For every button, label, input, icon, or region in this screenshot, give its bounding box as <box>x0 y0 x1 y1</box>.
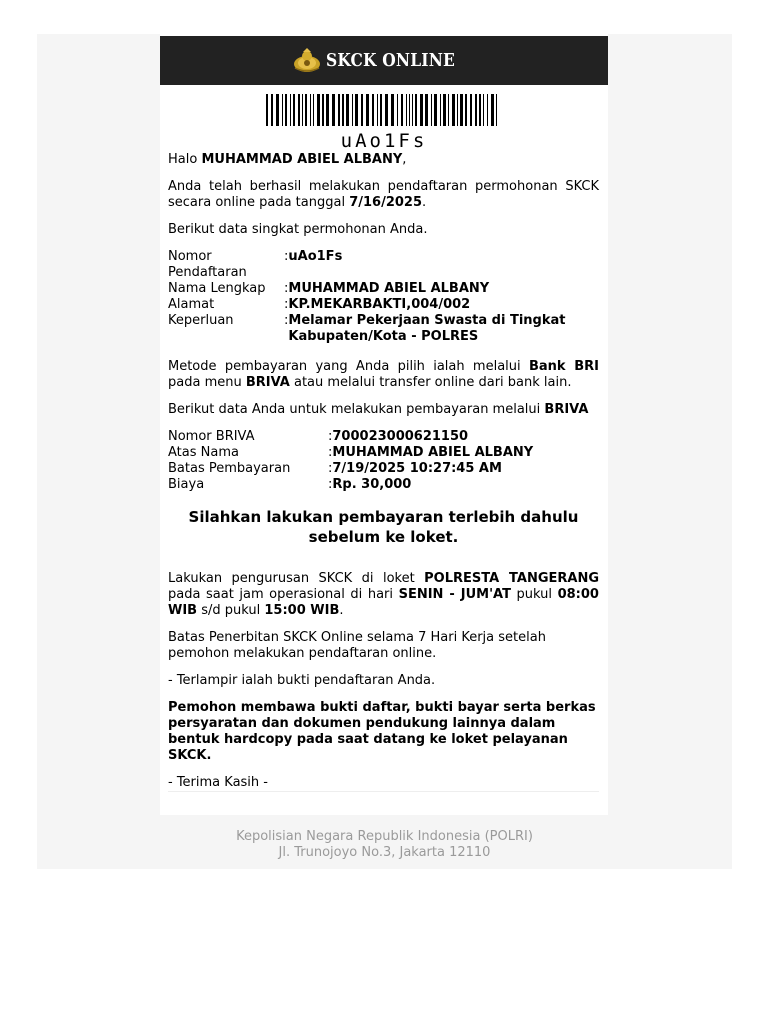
barcode-bar <box>460 94 463 126</box>
divider <box>168 791 599 792</box>
payment-intro: Berikut data Anda untuk melakukan pembayaran melalui BRIVA <box>168 402 589 417</box>
barcode-bar <box>342 94 344 126</box>
logo <box>292 48 476 74</box>
barcode-bar <box>483 94 484 126</box>
barcode-bar <box>302 94 303 126</box>
payment-method-text: Metode pembayaran yang Anda pilih ialah melalui Bank BRI pada menu BRIVA atau melalui transfer online dari bank lain. <box>168 359 599 390</box>
attachment-note: - Terlampir ialah bukti pendaftaran Anda. <box>168 673 436 688</box>
barcode-bar <box>415 94 417 126</box>
barcode-bar <box>479 94 481 126</box>
payment-label: Batas Pembayaran <box>168 461 291 476</box>
payment-label: Biaya <box>168 477 205 492</box>
footer-address: Jl. Trunojoyo No.3, Jakarta 12110 <box>278 845 491 860</box>
detail-label: Nomor Pendaftaran <box>168 249 247 280</box>
detail-label: Keperluan <box>168 313 234 328</box>
barcode-bar <box>385 94 388 126</box>
detail-value: Melamar Pekerjaan Swasta di Tingkat Kabupaten/Kota - POLRES <box>288 313 566 344</box>
payment-label: Nomor BRIVA <box>168 429 255 444</box>
email-card <box>160 34 608 815</box>
barcode-bar <box>317 94 320 126</box>
bring-documents-notice: Pemohon membawa bukti daftar, bukti bayar serta berkas persyaratan dan dokumen pendukung lainnya dalam bentuk hardcopy pada saat datang ke loket pelayanan SKCK. <box>168 700 596 763</box>
footer-org: Kepolisian Negara Republik Indonesia (POLRI) <box>236 829 533 844</box>
barcode-bar <box>305 94 307 126</box>
briva-number: 700023000621150 <box>332 429 469 444</box>
barcode-bar <box>409 94 410 126</box>
application-details: Nomor Pendaftaran :uAo1Fs Nama Lengkap :MUHAMMAD ABIEL ALBANY Alamat :KP.MEKARBAKTI,004/002 Keperluan : Melamar Pekerjaan Swasta di Tingkat Kabupaten/Kota - POLRES <box>168 249 599 345</box>
barcode-bar <box>276 94 279 126</box>
barcode-bar <box>313 94 314 126</box>
payment-details: Nomor BRIVA :700023000621150 Atas Nama :MUHAMMAD ABIEL ALBANY Batas Pembayaran :7/19/2025 10:27:45 AM Biaya :Rp. 30,000 <box>168 429 534 492</box>
barcode-bar <box>326 94 329 126</box>
barcode-bar <box>406 94 407 126</box>
payment-fee: Rp. 30,000 <box>332 477 412 492</box>
barcode-bar <box>475 94 477 126</box>
email-background <box>37 34 732 869</box>
barcode-bar <box>380 94 382 126</box>
greeting: Halo MUHAMMAD ABIEL ALBANY, <box>168 152 407 167</box>
email-content <box>168 152 599 802</box>
applicant-name: MUHAMMAD ABIEL ALBANY <box>201 152 403 167</box>
payment-label: Atas Nama <box>168 445 239 460</box>
barcode-bar <box>271 94 273 126</box>
barcode-bar <box>420 94 423 126</box>
barcode-bar <box>443 94 446 126</box>
detail-value: KP.MEKARBAKTI,004/002 <box>288 297 471 312</box>
registration-date: 7/16/2025 <box>349 195 423 210</box>
barcode-bar <box>266 94 268 126</box>
barcode-bar <box>372 94 374 126</box>
barcode-bar <box>412 94 413 126</box>
payment-deadline: 7/19/2025 10:27:45 AM <box>332 461 502 476</box>
barcode-bar <box>487 94 488 126</box>
barcode-bar <box>361 94 363 126</box>
barcode-bar <box>465 94 467 126</box>
barcode-bar <box>448 94 449 126</box>
barcode-bar <box>452 94 455 126</box>
header-banner <box>160 36 608 85</box>
intro-text: Anda telah berhasil melakukan pendaftaran permohonan SKCK secara online pada tanggal 7/16/2025. <box>168 179 599 210</box>
barcode-bar <box>425 94 428 126</box>
detail-value: MUHAMMAD ABIEL ALBANY <box>288 281 490 296</box>
barcode-code: uAo1Fs <box>340 130 428 152</box>
barcode-bar <box>346 94 349 126</box>
barcode-bar <box>391 94 394 126</box>
polri-emblem-icon <box>292 48 322 74</box>
barcode-bar <box>290 94 291 126</box>
barcode-bar <box>431 94 432 126</box>
barcode-bar <box>285 94 287 126</box>
barcode-bar <box>491 94 494 126</box>
barcode-bar <box>434 94 437 126</box>
deadline-text: Batas Penerbitan SKCK Online selama 7 Hari Kerja setelah pemohon melakukan pendaftaran online. <box>168 630 546 661</box>
barcode-bar <box>470 94 472 126</box>
barcode-bar <box>282 94 283 126</box>
payment-headline: Silahkan lakukan pembayaran terlebih dahulu sebelum ke loket. <box>188 508 579 546</box>
barcode-bar <box>366 94 369 126</box>
barcode-bar <box>397 94 398 126</box>
barcode-bar <box>355 94 358 126</box>
detail-value: uAo1Fs <box>288 249 343 264</box>
barcode-bar <box>440 94 441 126</box>
barcode-bar <box>293 94 295 126</box>
barcode-bar <box>298 94 300 126</box>
process-text: Lakukan pengurusan SKCK di loket POLRESTA TANGERANG pada saat jam operasional di hari SENIN - JUM'AT pukul 08:00 WIB s/d pukul 15:00 WIB. <box>168 571 599 618</box>
barcode-bar <box>496 94 497 126</box>
payee-name: MUHAMMAD ABIEL ALBANY <box>332 445 534 460</box>
barcode-bar <box>338 94 340 126</box>
summary-intro: Berikut data singkat permohonan Anda. <box>168 222 428 237</box>
barcode-bar <box>401 94 403 126</box>
footer <box>37 829 732 861</box>
barcode-bar <box>457 94 458 126</box>
detail-label: Alamat <box>168 297 215 312</box>
barcode-bar <box>310 94 311 126</box>
logo-text: SKCK ONLINE <box>326 50 455 71</box>
barcode-bar <box>352 94 353 126</box>
detail-label: Nama Lengkap <box>168 281 266 296</box>
barcode-bar <box>332 94 335 126</box>
barcode-bar <box>322 94 324 126</box>
barcode <box>266 94 502 126</box>
barcode-bar <box>377 94 378 126</box>
closing-text: - Terima Kasih - <box>168 775 268 790</box>
